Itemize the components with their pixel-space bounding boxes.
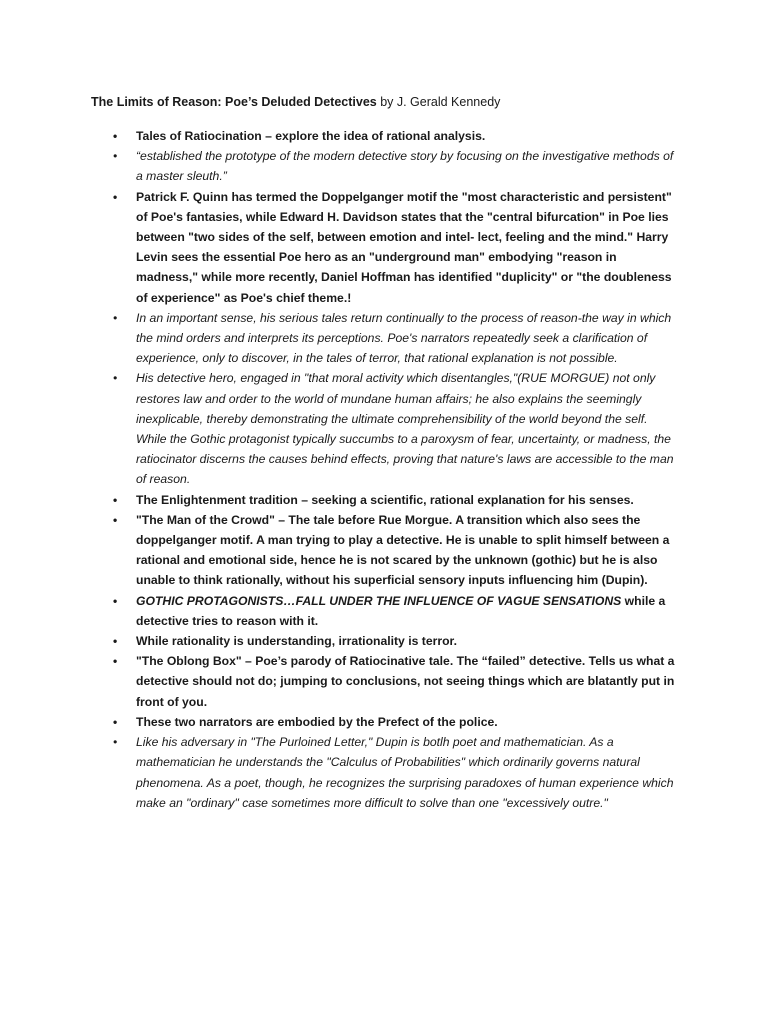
list-item [0, 651, 768, 712]
list-item-emphasis: GOTHIC PROTAGONISTS…FALL UNDER THE INFLUENCE OF VAGUE SENSATIONS [136, 593, 622, 608]
list-item [0, 146, 768, 186]
bullet-marker: • [113, 634, 118, 649]
list-item-text: While rationality is understanding, irrationality is terror. [136, 634, 457, 649]
list-item-text: Patrick F. Quinn has termed the Doppelganger motif the "most characteristic and persistent" of Poe's fantasies, while Edward H. Davidson states that the "central bifurcation" in Poe lies between "two sides of the self, between emotion and intel- lect, feeling and the mind." Harry Levin sees the essential Poe hero as an "underground man" embodying "reason in madness," while more recently, Daniel Hoffman has identified "duplicity" or "the doubleness of experience" as Poe's chief theme.! [136, 189, 672, 305]
bullet-marker: • [113, 593, 118, 608]
list-item-text: His detective hero, engaged in "that moral activity which disentangles,"(RUE MORGUE) not only restores law and order to the world of mundane human affairs; he also explains the seemingly inexplicable, thereby demonstrating the ultimate comprehensibility of the world beyond the self. While the Gothic protagonist typically succumbs to a paroxysm of fear, uncertainty, or madness, the ratiocinator discerns the causes behind effects, proving that nature's laws are accessible to the man of reason. [136, 371, 674, 487]
list-item-text: Like his adversary in "The Purloined Letter," Dupin is botlh poet and mathematician. As a mathematician he understands the "Calculus of Probabilities" which ordinarily governs natural phenomena. As a poet, though, he recognizes the surprising paradoxes of human experience which make an "ordinary" case sometimes more difficult to solve than one "excessively outre." [136, 735, 674, 810]
list-item-text: The Enlightenment tradition – seeking a scientific, rational explanation for his senses. [136, 492, 634, 507]
bullet-marker: • [113, 371, 118, 386]
bullet-marker: • [113, 189, 118, 204]
list-item [0, 187, 768, 308]
bullet-marker: • [113, 714, 118, 729]
list-item-text: In an important sense, his serious tales return continually to the process of reason-the way in which the mind orders and interprets its perceptions. Poe's narrators repeatedly seek a clarification of experience, only to discover, in the tales of terror, that rational explanation is not possible. [136, 310, 672, 366]
bullet-list [0, 126, 768, 813]
list-item-text: while a detective tries to reason with it. [136, 593, 666, 628]
list-item [0, 712, 768, 732]
list-item-text: "The Man of the Crowd" – The tale before Rue Morgue. A transition which also sees the doppelganger motif. A man trying to play a detective. He is unable to split himself between a rational and emotional side, hence he is not scared by the unknown (gothic) but he is also unable to think rationally, without his superficial sensory inputs influencing him (Dupin). [136, 512, 670, 588]
list-item [0, 126, 768, 146]
list-item-text: These two narrators are embodied by the Prefect of the police. [136, 714, 498, 729]
title-author: by J. Gerald Kennedy [376, 95, 501, 109]
bullet-marker: • [113, 310, 118, 325]
document-title [91, 93, 731, 111]
list-item [0, 308, 768, 369]
list-item-text: “established the prototype of the modern detective story by focusing on the investigative methods of a master sleuth.” [136, 149, 674, 184]
bullet-marker: • [113, 492, 118, 507]
title-text: The Limits of Reason: Poe’s Deluded Detectives [91, 95, 377, 109]
list-item-text: Tales of Ratiocination – explore the idea of rational analysis. [136, 129, 486, 143]
list-item [0, 732, 768, 813]
list-item-text: "The Oblong Box" – Poe’s parody of Ratiocinative tale. The “failed” detective. Tells us what a detective should not do; jumping to conclusions, not seeing things which are blatantly put in front of you. [136, 654, 675, 709]
list-item [0, 510, 768, 591]
bullet-marker: • [113, 654, 118, 669]
list-item [0, 591, 768, 631]
bullet-marker: • [113, 149, 118, 164]
bullet-marker: • [113, 129, 118, 143]
bullet-marker: • [113, 735, 118, 750]
list-item [0, 631, 768, 651]
list-item [0, 368, 768, 489]
list-item [0, 490, 768, 510]
bullet-marker: • [113, 512, 118, 527]
